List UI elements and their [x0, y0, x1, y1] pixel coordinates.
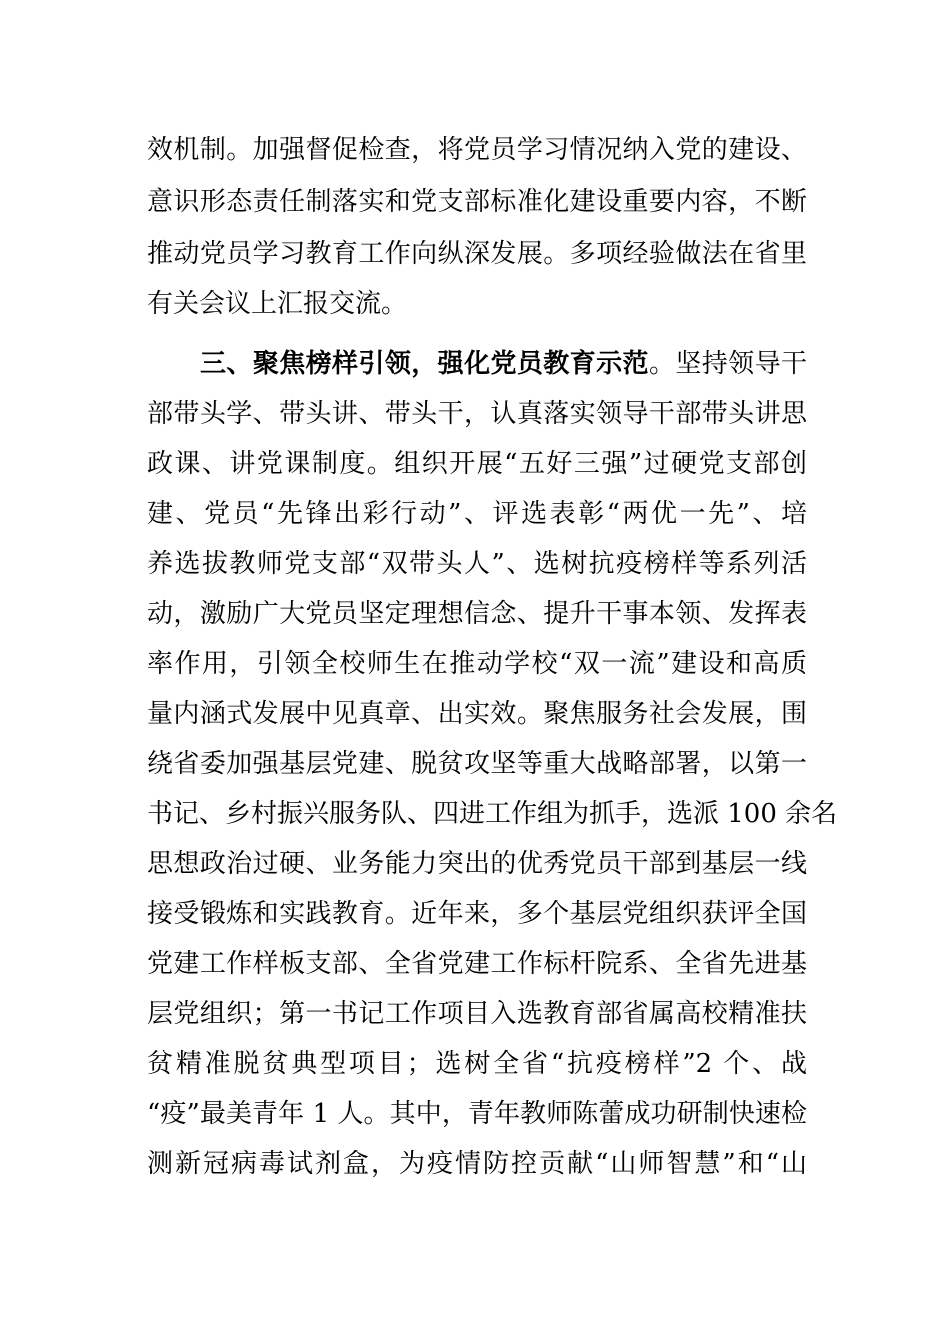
paragraph-2-line-1	[200, 344, 807, 384]
paragraph-2-line-14: 层党组织；第一书记工作项目入选教育部省属高校精准扶	[147, 999, 807, 1029]
paragraph-2-line-3: 政课、讲党课制度。组织开展“五好三强”过硬党支部创	[147, 449, 807, 479]
paragraph-2-line-10: 书记、乡村振兴服务队、四进工作组为抓手，选派 100 余名	[147, 799, 838, 829]
paragraph-1-line-4: 有关会议上汇报交流。	[147, 289, 408, 319]
paragraph-2-line-11: 思想政治过硬、业务能力突出的优秀党员干部到基层一线	[147, 849, 807, 879]
paragraph-2-line-1-rest: 。坚持领导干	[648, 349, 807, 379]
paragraph-2-line-2: 部带头学、带头讲、带头干，认真落实领导干部带头讲思	[147, 399, 807, 429]
paragraph-1-line-3: 推动党员学习教育工作向纵深发展。多项经验做法在省里	[147, 239, 807, 269]
section-heading: 三、聚焦榜样引领，强化党员教育示范	[200, 349, 649, 379]
paragraph-2-line-15: 贫精准脱贫典型项目；选树全省“抗疫榜样”2 个、战	[147, 1049, 807, 1079]
paragraph-1-line-2: 意识形态责任制落实和党支部标准化建设重要内容，不断	[147, 187, 807, 217]
paragraph-2-line-4: 建、党员“先锋出彩行动”、评选表彰“两优一先”、培	[147, 499, 807, 529]
paragraph-2-line-9: 绕省委加强基层党建、脱贫攻坚等重大战略部署，以第一	[147, 749, 807, 779]
paragraph-2-line-12: 接受锻炼和实践教育。近年来，多个基层党组织获评全国	[147, 899, 807, 929]
paragraph-1-line-1: 效机制。加强督促检查，将党员学习情况纳入党的建设、	[147, 135, 807, 165]
paragraph-2-line-17: 测新冠病毒试剂盒，为疫情防控贡献“山师智慧”和“山	[147, 1149, 807, 1179]
paragraph-2-line-13: 党建工作样板支部、全省党建工作标杆院系、全省先进基	[147, 949, 807, 979]
paragraph-2-line-16: “疫”最美青年 1 人。其中，青年教师陈蕾成功研制快速检	[147, 1099, 807, 1129]
paragraph-2-line-5: 养选拔教师党支部“双带头人”、选树抗疫榜样等系列活	[147, 549, 807, 579]
paragraph-2-line-6: 动，激励广大党员坚定理想信念、提升干事本领、发挥表	[147, 599, 807, 629]
paragraph-2-line-7: 率作用，引领全校师生在推动学校“双一流”建设和高质	[147, 649, 807, 679]
paragraph-2-line-8: 量内涵式发展中见真章、出实效。聚焦服务社会发展，围	[147, 699, 807, 729]
